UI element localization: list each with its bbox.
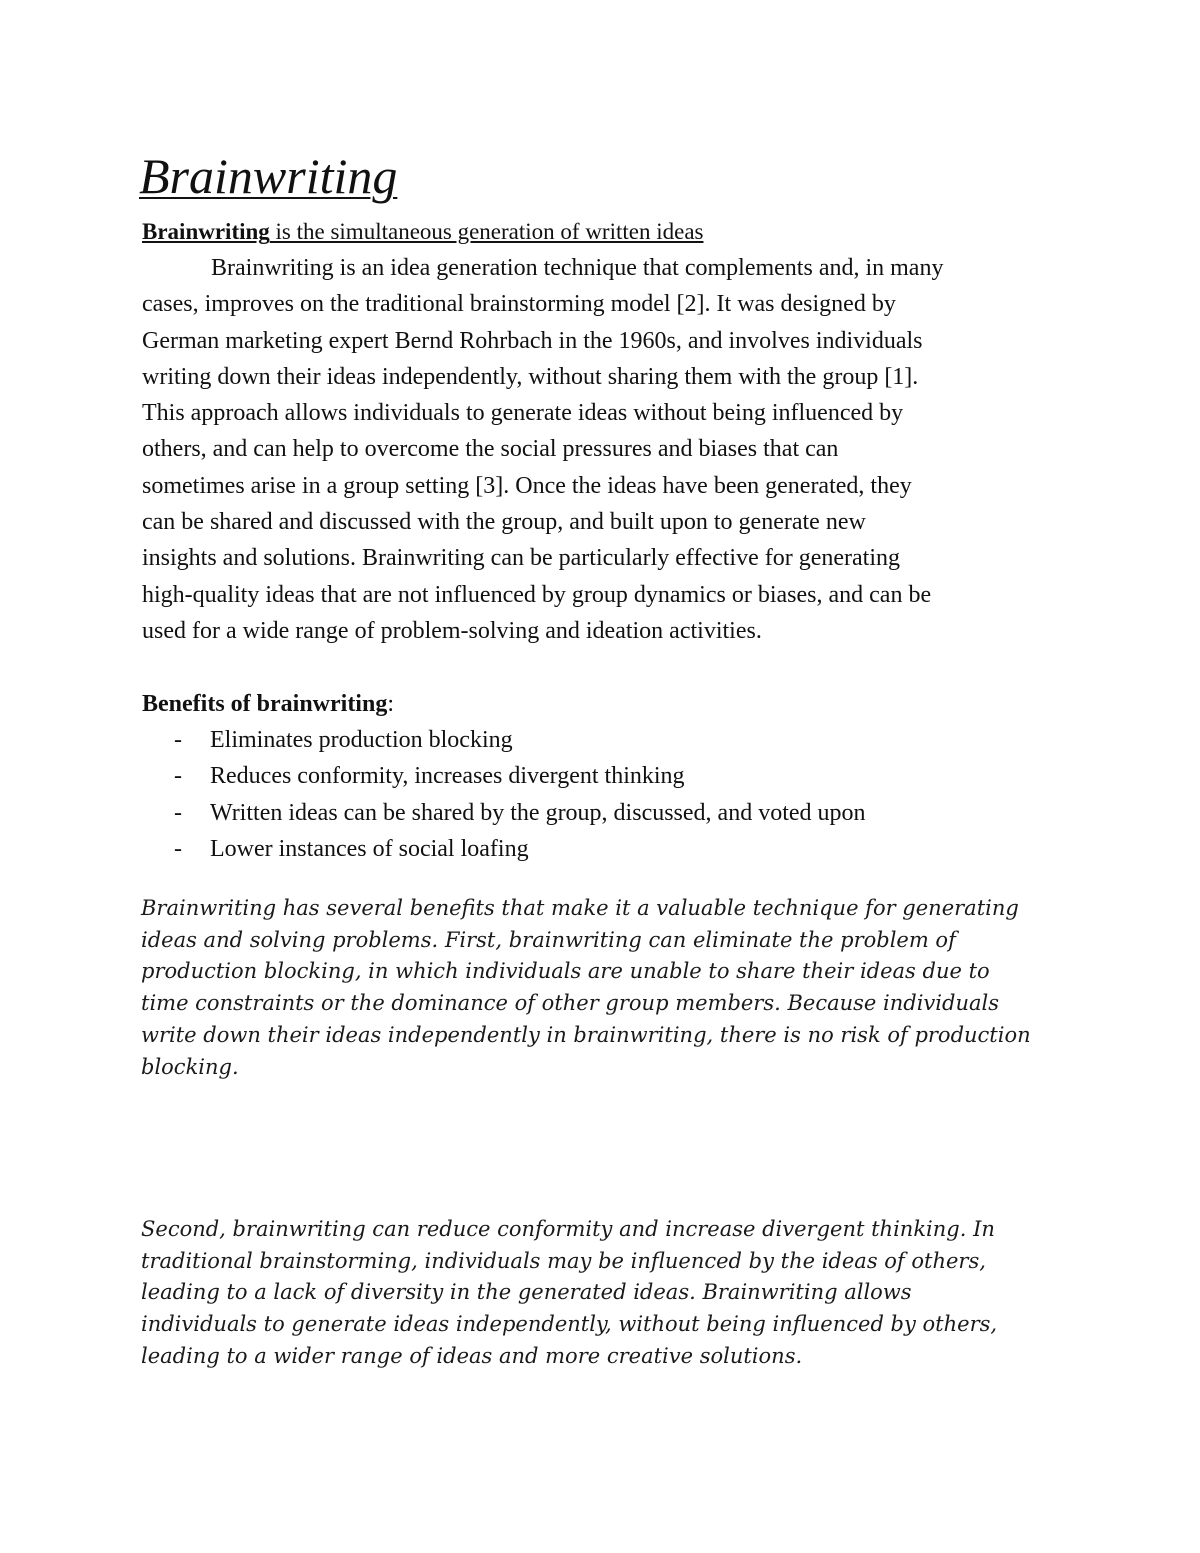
intro-line: sometimes arise in a group setting [3]. Once the ideas have been generated, they xyxy=(142,472,912,499)
bullet-dash: - xyxy=(174,799,182,826)
paragraph-line: traditional brainstorming, individuals may be influenced by the ideas of others, xyxy=(141,1248,986,1273)
benefits-heading-text: Benefits of brainwriting xyxy=(142,691,388,717)
benefit-text: Lower instances of social loafing xyxy=(210,835,529,862)
paragraph-line: individuals to generate ideas independently, without being influenced by others, xyxy=(141,1312,998,1337)
intro-line: high-quality ideas that are not influenced by group dynamics or biases, and can be xyxy=(142,581,932,608)
paragraph-line: write down their ideas independently in brainwriting, there is no risk of production xyxy=(141,1022,1031,1047)
paragraph-line: ideas and solving problems. First, brainwriting can eliminate the problem of xyxy=(141,927,956,952)
paragraph-line: time constraints or the dominance of other group members. Because individuals xyxy=(141,991,999,1016)
document-title: Brainwriting xyxy=(139,148,398,204)
benefits-paragraph-1 xyxy=(141,893,1076,1083)
benefit-text: Written ideas can be shared by the group, discussed, and voted upon xyxy=(210,799,866,826)
paragraph-line: blocking. xyxy=(141,1054,239,1079)
benefits-paragraph-2 xyxy=(141,1214,1076,1373)
paragraph-line: leading to a wider range of ideas and more creative solutions. xyxy=(141,1343,803,1368)
intro-line: can be shared and discussed with the group, and built upon to generate new xyxy=(142,509,866,536)
benefit-text: Eliminates production blocking xyxy=(210,727,513,753)
list-item xyxy=(142,795,866,831)
intro-line: German marketing expert Bernd Rohrbach in the 1960s, and involves individuals xyxy=(142,327,923,354)
paragraph-line: Brainwriting has several benefits that make it a valuable technique for generating xyxy=(141,896,1019,920)
subtitle-term: Brainwriting xyxy=(142,219,270,244)
document-subtitle xyxy=(142,216,703,248)
bullet-dash: - xyxy=(174,763,182,790)
intro-line: Brainwriting is an idea generation technique that complements and, in many xyxy=(211,255,944,281)
intro-line: others, and can help to overcome the social pressures and biases that can xyxy=(142,436,839,463)
intro-paragraph xyxy=(142,250,1062,649)
benefit-text: Reduces conformity, increases divergent thinking xyxy=(210,763,685,790)
list-item xyxy=(142,758,866,794)
list-item xyxy=(142,831,866,867)
intro-line: cases, improves on the traditional brainstorming model [2]. It was designed by xyxy=(142,291,896,318)
intro-line: insights and solutions. Brainwriting can be particularly effective for generating xyxy=(142,545,901,572)
bullet-dash: - xyxy=(174,727,182,753)
benefits-heading-colon: : xyxy=(387,691,394,717)
bullet-dash: - xyxy=(174,835,182,862)
paragraph-line: production blocking, in which individuals are unable to share their ideas due to xyxy=(141,959,990,984)
intro-line: used for a wide range of problem-solving and ideation activities. xyxy=(142,617,762,644)
intro-line: This approach allows individuals to generate ideas without being influenced by xyxy=(142,400,904,427)
benefits-list xyxy=(142,722,866,867)
paragraph-line: Second, brainwriting can reduce conformity and increase divergent thinking. In xyxy=(141,1217,995,1241)
paragraph-line: leading to a lack of diversity in the generated ideas. Brainwriting allows xyxy=(141,1280,912,1305)
benefits-heading xyxy=(142,686,394,722)
list-item xyxy=(142,722,866,758)
subtitle-definition: is the simultaneous generation of written ideas xyxy=(269,219,704,244)
intro-line: writing down their ideas independently, without sharing them with the group [1]. xyxy=(142,363,919,390)
